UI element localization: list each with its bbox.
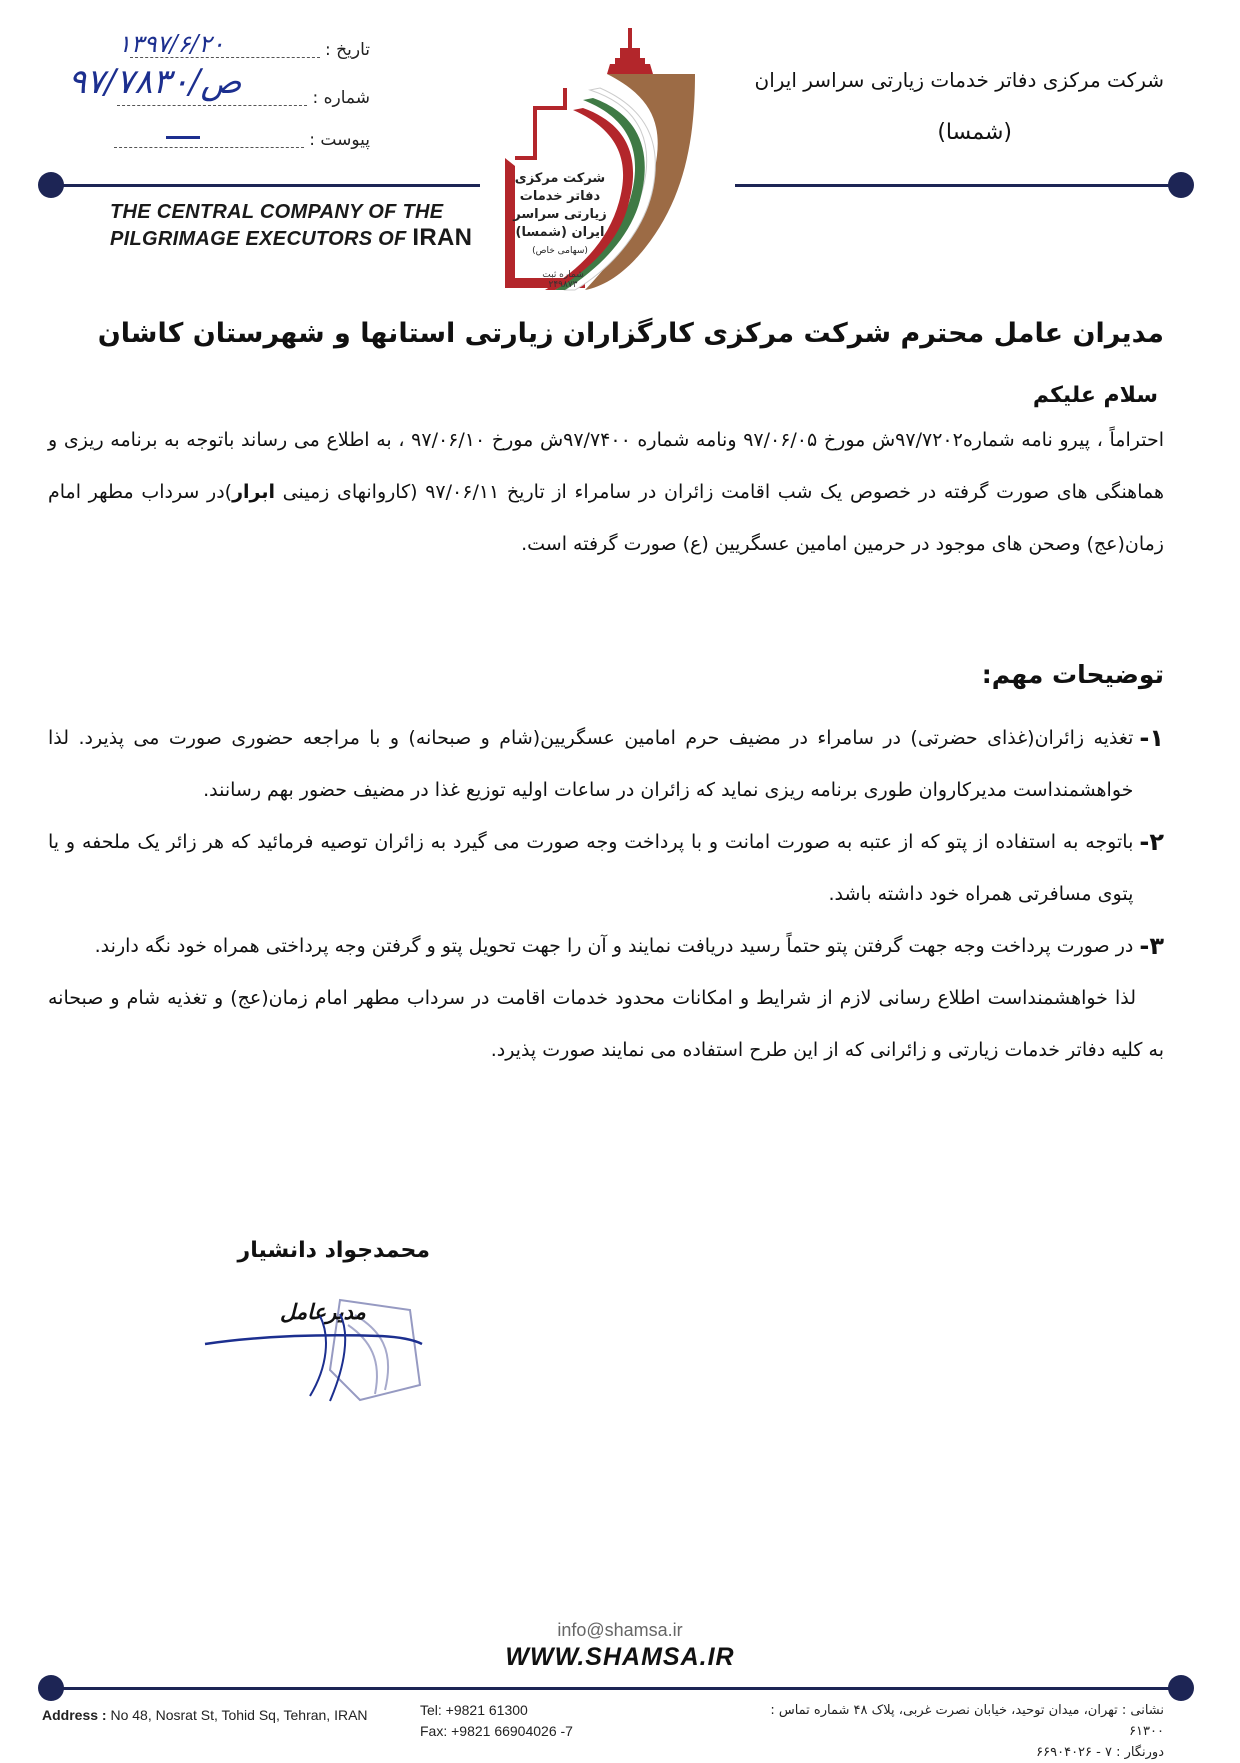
logo-reg-label: شماره ثبت <box>542 270 584 280</box>
note-number: ۲- <box>1139 828 1164 856</box>
signer-name: محمدجواد دانشیار <box>237 1238 430 1263</box>
note-text: تغذیه زائران(غذای حضرتی) در سامراء در مضیف حرم امامین عسگریین(شام و صبحانه) و با مراجعه حضوری صورت می پذیرد. لذا خواهشمنداست مدیرکاروان طوری برنامه ریزی نماید که زائران در ساعات اولیه توزیع غذا در مضیف حضور بهم رسانند. <box>48 727 1134 801</box>
intro-paragraph <box>48 414 1164 570</box>
handwritten-signature <box>200 1296 430 1416</box>
date-label: تاریخ : <box>325 40 370 60</box>
footer-fax: Fax: +9821 66904026 -7 <box>420 1723 573 1739</box>
attachment-line <box>114 133 304 148</box>
note-item-2 <box>48 816 1164 920</box>
logo-line2: دفاتر خدمات <box>519 189 601 204</box>
intro-text-2: )در سرداب مطهر امام زمان(عج) وصحن های موجود در حرمین امامین عسگریین (ع) صورت گرفته است. <box>48 481 1164 555</box>
footer-address-label: Address : <box>42 1707 107 1723</box>
attachment-dash-mark <box>166 136 200 139</box>
intro-text-1: احتراماً ، پیرو نامه شماره۹۷/۷۲۰۲ش مورخ ۹۷/۰۶/۰۵ ونامه شماره ۹۷/۷۴۰۰ش مورخ ۹۷/۰۶/۱۰ ، به اطلاع می رساند باتوجه به برنامه ریزی و هماهنگی های صورت گرفته در خصوص یک شب اقامت زائران در سامراء از تاریخ ۹۷/۰۶/۱۱ (کاروانهای زمینی <box>48 429 1164 503</box>
footer-rule-right-dot <box>1168 1675 1194 1701</box>
footer-fax-fa-line: دورنگار : ۷ - ۶۶۹۰۴۰۲۶ <box>1036 1745 1164 1760</box>
greeting: سلام علیکم <box>1032 383 1158 408</box>
note-number: ۳- <box>1139 932 1164 960</box>
closing-paragraph: لذا خواهشمنداست اطلاع رسانی لازم از شرایط و امکانات محدود خدمات اقامت در سرداب مطهر امام زمان(عج) و تغذیه شام و صبحانه به کلیه دفاتر خدمات زیارتی و زائرانی که از این طرح استفاده می نمایند صورت پذیرد. <box>48 987 1164 1061</box>
notes-heading: توضیحات مهم: <box>981 660 1164 689</box>
company-name-en-line2 <box>110 225 472 252</box>
header-rule-right-dot <box>1168 172 1194 198</box>
recipient-line: مدیران عامل محترم شرکت مرکزی کارگزاران زیارتی استانها و شهرستان کاشان <box>97 318 1164 349</box>
note-item-1 <box>48 712 1164 816</box>
note-text: در صورت پرداخت وجه جهت گرفتن پتو حتماً رسید دریافت نمایند و آن را جهت تحویل پتو و گرفتن وجه پرداختی همراه خود نگه دارند. <box>94 935 1134 957</box>
company-name-en-line2-b: IRAN <box>412 224 473 251</box>
footer-tel: Tel: +9821 61300 <box>420 1702 528 1718</box>
logo-text <box>500 170 620 260</box>
footer-phones-en <box>420 1700 573 1742</box>
company-name-fa: شرکت مرکزی دفاتر خدمات زیارتی سراسر ایران <box>754 68 1164 92</box>
header-rule-left-dot <box>38 172 64 198</box>
company-name-en <box>110 200 472 252</box>
note-text: باتوجه به استفاده از پتو که از عتبه به صورت امانت و با پرداخت وجه صورت می گیرد به زائران توصیه فرمائید که هر زائر یک ملحفه و یا پتوی مسافرتی همراه خود داشته باشد. <box>48 831 1134 905</box>
logo-line4: ایران (شمسا) <box>515 225 605 240</box>
footer-email[interactable]: info@shamsa.ir <box>557 1620 683 1640</box>
logo-line1: شرکت مرکزی <box>514 171 606 186</box>
company-name-en-line1: THE CENTRAL COMPANY OF THE <box>110 201 444 223</box>
logo-reg-number: ۲۴۹۸۷۳ <box>548 280 578 290</box>
header-rule-left <box>50 184 480 187</box>
attachment-row <box>100 130 370 150</box>
number-label: شماره : <box>312 88 370 108</box>
footer-address-en <box>42 1707 368 1723</box>
note-number: ۱- <box>1139 724 1164 752</box>
logo-registration <box>533 270 593 290</box>
footer-website[interactable]: WWW.SHAMSA.IR <box>505 1643 735 1671</box>
notes-list <box>48 712 1164 1076</box>
note-item-3 <box>48 920 1164 972</box>
company-logo <box>495 28 725 303</box>
footer-rule <box>50 1687 1170 1690</box>
company-name-en-line2-a: PILGRIMAGE EXECUTORS OF <box>110 228 407 250</box>
logo-line5: (سهامی خاص) <box>532 246 588 256</box>
footer-address-value: No 48, Nosrat St, Tohid Sq, Tehran, IRAN <box>110 1707 368 1723</box>
footer-address-fa-line: نشانی : تهران، میدان توحید، خیابان نصرت غربی، پلاک ۴۸ شماره تماس : ۶۱۳۰۰ <box>770 1703 1164 1739</box>
number-value: ص/۹۷/۷۸۳۰ <box>68 62 242 102</box>
attachment-label: پیوست : <box>309 130 370 150</box>
logo-line3: زیارتی سراسر <box>513 207 607 222</box>
intro-bold-word: ابرار <box>232 481 275 503</box>
company-short-name: (شمسا) <box>937 120 1012 145</box>
footer-rule-left-dot <box>38 1675 64 1701</box>
signer-title: مدیرعامل <box>280 1300 366 1324</box>
header-rule-right <box>735 184 1175 187</box>
date-value: ۱۳۹۷/۶/۲۰ <box>118 30 225 58</box>
